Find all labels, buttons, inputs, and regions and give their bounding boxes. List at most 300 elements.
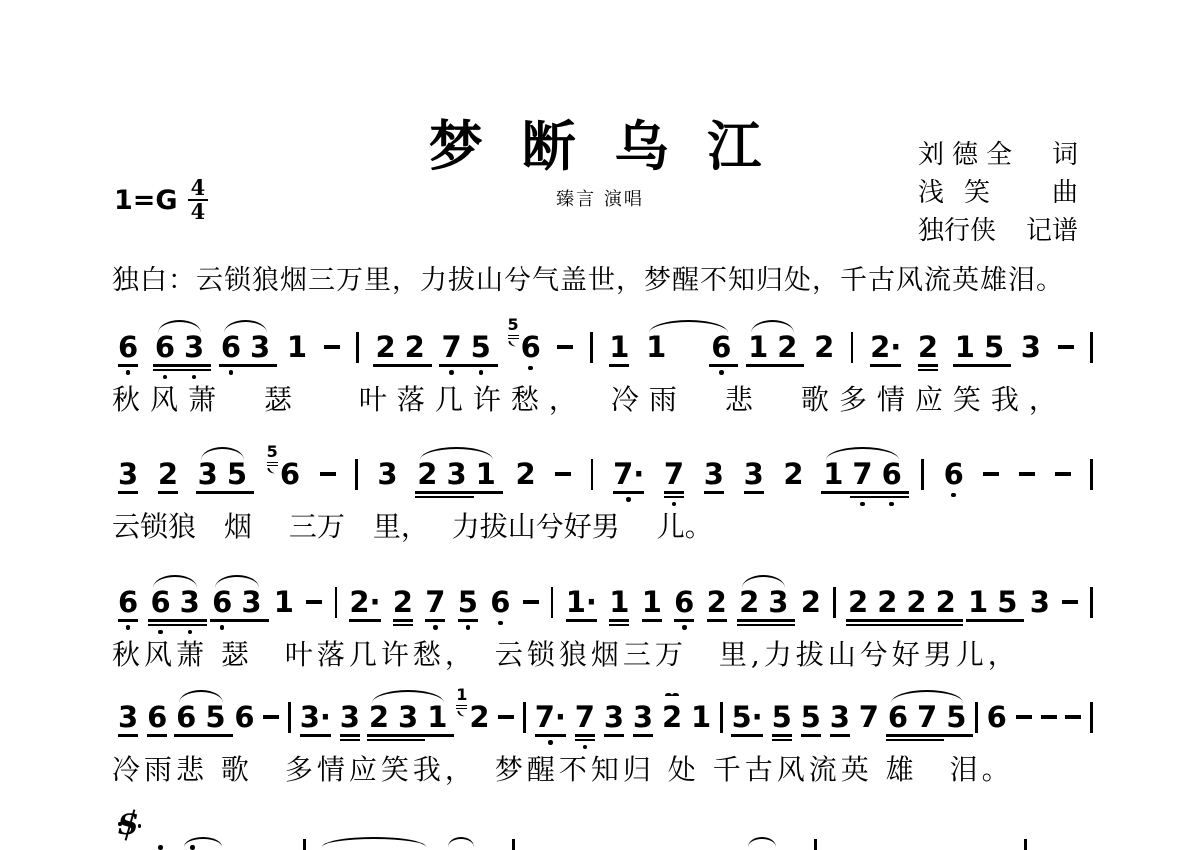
fragment-arc — [322, 837, 426, 847]
lyrics-line: 云锁狼 烟 三万 里， 力拔山兮好男 儿。 — [112, 510, 713, 543]
note-digit: 3 — [446, 457, 467, 491]
held-note-dash — [1019, 472, 1035, 476]
note-digit: 6 — [887, 700, 908, 734]
barline — [356, 332, 359, 363]
duration-underlines — [711, 362, 731, 367]
note — [158, 459, 178, 494]
music-system — [112, 685, 1093, 802]
note — [946, 702, 966, 737]
lyricist-name: 刘德全 — [918, 140, 1021, 170]
duration-underlines — [476, 489, 496, 494]
note — [852, 459, 872, 506]
note — [664, 459, 684, 506]
note-digit: 6 — [943, 457, 964, 491]
note — [398, 702, 418, 741]
note-digit: 1 — [954, 330, 975, 364]
time-signature — [188, 175, 209, 224]
note-digit: 2· — [870, 330, 902, 364]
note-digit: 3 — [241, 585, 262, 619]
note-digit: 2 — [469, 700, 490, 734]
note-digit: 1 — [427, 700, 448, 734]
note-group — [968, 587, 1017, 622]
music-system — [112, 442, 1093, 559]
note-digit: 6 — [881, 457, 902, 491]
note-digit: 5 — [771, 700, 792, 734]
note — [118, 587, 138, 630]
note-digit: 6 — [150, 585, 171, 619]
low-octave-dot — [860, 502, 865, 507]
duration-underlines — [997, 617, 1017, 622]
note — [944, 459, 964, 497]
note-digit: 2 — [404, 330, 425, 364]
note-digit: 7 — [917, 700, 938, 734]
note — [198, 459, 218, 494]
note-digit: 2 — [706, 585, 727, 619]
duration-underlines — [870, 362, 901, 367]
duration-underlines — [566, 617, 597, 622]
duration-underlines — [441, 362, 461, 367]
held-note-dash — [320, 472, 336, 476]
note — [801, 702, 821, 737]
note-digit: 6 — [520, 330, 541, 364]
note-digit: 3 — [829, 700, 850, 734]
note-digit: 6 — [118, 330, 139, 364]
note — [801, 587, 821, 617]
note — [888, 702, 908, 741]
barline — [1090, 587, 1093, 618]
duration-underlines — [739, 617, 759, 626]
note — [674, 587, 694, 630]
music-system — [112, 585, 1093, 687]
note — [906, 587, 926, 626]
low-octave-dot — [498, 621, 503, 626]
note-digit: 3 — [377, 457, 398, 491]
note-digit: 2 — [906, 585, 927, 619]
duration-underlines — [768, 617, 788, 626]
held-note-dash — [555, 472, 571, 476]
held-note-dash — [1058, 345, 1074, 349]
barline — [335, 587, 338, 618]
held-note-dash — [1062, 600, 1078, 604]
note-digit: 2 — [157, 457, 179, 491]
note-digit: 5 — [800, 700, 821, 734]
slurred-note-group — [823, 459, 902, 506]
note — [997, 587, 1017, 622]
slurred-note-group — [369, 702, 448, 741]
duration-underlines — [427, 732, 447, 737]
spoken-monologue-line: 独白：云锁狼烟三万里，力拔山兮气盖世，梦醒不知归处，千古风流英雄泪。 — [112, 265, 1064, 296]
note-digit: 6 — [234, 700, 255, 734]
grace-tie-icon — [457, 709, 467, 718]
note-digit: 5 — [997, 585, 1018, 619]
duration-underlines — [458, 617, 478, 622]
duration-underlines — [744, 489, 764, 494]
low-octave-dot — [528, 366, 533, 371]
note — [274, 587, 294, 617]
note — [150, 587, 170, 634]
duration-underlines — [609, 617, 629, 626]
duration-underlines — [250, 362, 270, 367]
note — [575, 702, 595, 749]
duration-underlines — [852, 489, 872, 498]
note-digit: 6 — [220, 330, 242, 364]
low-octave-dot — [433, 625, 438, 630]
note-digit: 7 — [441, 330, 462, 364]
note — [609, 332, 629, 367]
low-octave-dot — [719, 370, 724, 375]
fragment-bar — [512, 839, 515, 850]
performer-subtitle: 臻言 演唱 — [556, 189, 644, 210]
note-digit: 2 — [417, 457, 438, 491]
held-note-dash — [1055, 472, 1071, 476]
note — [870, 332, 901, 367]
note — [984, 332, 1004, 367]
slurred-note-group — [221, 332, 270, 375]
duration-underlines — [642, 617, 662, 622]
note — [704, 459, 724, 494]
note — [662, 702, 682, 732]
note — [642, 587, 662, 622]
duration-underlines — [118, 489, 138, 494]
barline — [523, 702, 526, 733]
note — [176, 702, 196, 737]
note — [566, 587, 597, 622]
note — [955, 332, 975, 367]
duration-underlines — [613, 489, 644, 494]
held-note-dash — [324, 345, 340, 349]
note — [848, 587, 868, 626]
note-digit: 2 — [935, 585, 956, 619]
time-signature-beats: 4 — [188, 178, 209, 201]
grace-note — [267, 444, 278, 474]
note — [221, 332, 241, 375]
note — [777, 332, 797, 367]
grace-note-digit: 5 — [507, 315, 519, 334]
note-digit: 1 — [286, 330, 308, 364]
duration-underlines — [398, 732, 418, 741]
duration-underlines — [205, 732, 225, 737]
credit-lyricist — [918, 136, 1078, 174]
note — [118, 459, 138, 494]
note-digit: 2 — [515, 457, 536, 491]
note — [155, 332, 175, 379]
note-digit: 3 — [768, 585, 789, 619]
note-digit: 7 — [858, 700, 879, 734]
note-digit: 1 — [646, 330, 667, 364]
note — [184, 332, 204, 379]
duration-underlines — [707, 617, 727, 622]
note-digit: 7 — [852, 457, 873, 491]
note-digit: 3 — [339, 700, 360, 734]
duration-underlines — [748, 362, 768, 367]
note — [515, 459, 535, 489]
grace-note-digit: 5 — [266, 442, 278, 461]
note-digit: 1 — [823, 457, 844, 491]
slurred-note-group — [198, 459, 247, 494]
note-digit: 3 — [398, 700, 419, 734]
duration-underlines — [604, 732, 624, 737]
note — [227, 459, 247, 494]
note-digit: 2 — [917, 330, 939, 364]
note-group — [955, 332, 1004, 367]
note — [469, 702, 489, 732]
transcriber-name: 独行侠 — [918, 216, 997, 246]
note — [490, 587, 510, 625]
note — [783, 459, 803, 489]
note-digit: 3 — [632, 700, 654, 734]
note-digit: 5· — [731, 700, 763, 734]
note-digit: 3 — [743, 457, 764, 491]
note — [180, 587, 200, 634]
held-note-dash — [1016, 715, 1032, 719]
note — [823, 459, 843, 494]
slurred-note-group — [176, 702, 225, 737]
note-digit: 5 — [470, 330, 491, 364]
grace-note — [456, 687, 467, 717]
note-digit: 6 — [674, 585, 695, 619]
note-digit: 2 — [375, 330, 396, 364]
duration-underlines — [147, 732, 167, 737]
note — [917, 702, 937, 741]
lyrics-line: 秋风萧 瑟 叶落几许愁， 冷雨 悲 歌多情应笑我， — [112, 383, 1067, 416]
note-digit: 7 — [574, 700, 595, 734]
note — [535, 702, 566, 745]
slurred-note-group — [646, 332, 731, 375]
note — [205, 702, 225, 737]
duration-underlines — [393, 617, 413, 626]
note-digit: 1 — [609, 330, 630, 364]
note — [471, 332, 491, 375]
duration-underlines — [405, 362, 425, 367]
note — [772, 702, 792, 741]
duration-underlines — [340, 732, 360, 741]
note — [425, 587, 445, 630]
lyrics-line: 冷雨悲 歌 多情应笑我， 梦醒不知归 处 千古风流英 雄 泪。 — [112, 753, 1014, 786]
low-octave-dot — [889, 502, 894, 507]
note-digit: 6 — [279, 457, 300, 491]
note — [147, 702, 167, 737]
note — [446, 459, 466, 498]
note-digit: 6 — [212, 585, 233, 619]
fragment-arc — [448, 837, 474, 847]
duration-underlines — [877, 617, 897, 626]
grace-note-group — [266, 442, 300, 491]
held-note-dash — [306, 600, 322, 604]
note-digit: 3 — [184, 330, 205, 364]
note-digit: 2 — [739, 585, 760, 619]
duration-underlines — [118, 362, 138, 367]
note-digit: 1· — [565, 585, 597, 619]
note-digit: 6 — [986, 700, 1007, 734]
note-digit: 3 — [250, 330, 271, 364]
duration-underlines — [848, 617, 868, 626]
note-digit: 6 — [154, 330, 176, 364]
note-digit: 2· — [349, 585, 381, 619]
note-digit: 7 — [425, 585, 446, 619]
note-digit: 2 — [800, 585, 821, 619]
note-digit: 1 — [641, 585, 662, 619]
notation-row — [118, 315, 1093, 379]
note — [476, 459, 496, 494]
note — [731, 702, 762, 737]
note — [300, 702, 331, 737]
held-note-dash — [263, 715, 279, 719]
note — [748, 332, 768, 367]
note — [280, 459, 300, 489]
barline — [833, 587, 836, 618]
duration-underlines — [984, 362, 1004, 367]
lyrics-line: 秋风萧 瑟 叶落几许愁， 云锁狼烟三万 里,力拔山兮好男儿， — [112, 638, 1020, 671]
held-note-dash — [1041, 715, 1057, 719]
low-octave-dot — [466, 625, 471, 630]
note — [212, 587, 232, 630]
cutoff-system-fragments — [0, 836, 1200, 850]
key-signature: 1=G — [114, 184, 178, 216]
duration-underlines — [184, 362, 204, 371]
slurred-note-group — [739, 587, 788, 626]
slurred-note-group — [155, 332, 204, 379]
note-digit: 1 — [609, 585, 630, 619]
note-digit: 3 — [118, 457, 139, 491]
fragment-bar — [1024, 839, 1027, 850]
fragment-arc — [184, 837, 222, 847]
note — [830, 702, 850, 737]
duration-underlines — [446, 489, 466, 498]
note — [377, 459, 397, 489]
note — [707, 587, 727, 622]
note-digit: 3 — [703, 457, 724, 491]
duration-underlines — [369, 732, 389, 741]
duration-underlines — [535, 732, 566, 737]
duration-underlines — [471, 362, 491, 367]
duration-underlines — [801, 732, 821, 737]
grace-tie-icon — [267, 466, 277, 475]
held-note-dash — [557, 345, 573, 349]
note — [609, 587, 629, 626]
duration-underlines — [221, 362, 241, 367]
grace-note-digit: 1 — [456, 685, 468, 704]
barline — [355, 459, 358, 490]
song-title: 梦 断 乌 江 — [428, 114, 772, 178]
note-digit: 6 — [176, 700, 197, 734]
note — [882, 459, 902, 506]
note-digit: 1 — [475, 457, 496, 491]
time-signature-unit: 4 — [190, 199, 206, 224]
note-digit: 2 — [661, 700, 683, 734]
note-digit: 2 — [368, 700, 390, 734]
note-digit: 6 — [490, 585, 511, 619]
note-digit: 1 — [691, 700, 712, 734]
duration-underlines — [664, 489, 684, 498]
note-digit: 1 — [968, 585, 989, 619]
note-group — [375, 332, 424, 367]
duration-underlines — [180, 617, 200, 626]
duration-underlines — [241, 617, 261, 622]
duration-underlines — [674, 617, 694, 622]
note — [646, 332, 666, 362]
barline — [921, 459, 924, 490]
slurred-note-group — [888, 702, 967, 741]
duration-underlines — [731, 732, 762, 737]
duration-underlines — [198, 489, 218, 494]
note — [711, 332, 731, 375]
note — [604, 702, 624, 737]
low-octave-dot — [126, 370, 131, 375]
note-digit: 5 — [226, 457, 248, 491]
note — [234, 702, 254, 732]
note — [441, 332, 461, 375]
barline — [851, 332, 854, 363]
notation-row — [118, 442, 1093, 506]
barline — [1090, 459, 1093, 490]
notation-row — [118, 685, 1093, 749]
note — [918, 332, 938, 371]
note-digit: 3 — [197, 457, 218, 491]
note-digit: 3 — [603, 700, 625, 734]
held-note-dash — [1065, 715, 1081, 719]
note — [393, 587, 413, 626]
note — [118, 702, 138, 737]
note-digit: 7· — [613, 457, 645, 491]
composer-name: 浅笑 — [918, 178, 1011, 208]
duration-underlines — [906, 617, 926, 626]
duration-underlines — [918, 362, 938, 371]
duration-underlines — [777, 362, 797, 367]
duration-underlines — [830, 732, 850, 737]
note — [340, 702, 360, 741]
note — [1030, 587, 1050, 617]
barline — [975, 702, 978, 733]
grace-note-group — [456, 685, 490, 734]
low-octave-dot — [548, 740, 553, 745]
slurred-note-group — [417, 459, 496, 498]
duration-underlines — [823, 489, 843, 494]
low-octave-dot — [626, 497, 631, 502]
duration-underlines — [955, 362, 975, 367]
note — [987, 702, 1007, 732]
note-group — [441, 332, 490, 375]
note — [241, 587, 261, 622]
duration-underlines — [375, 362, 395, 367]
note — [375, 332, 395, 367]
barline — [591, 459, 594, 490]
note-digit: 6 — [147, 700, 168, 734]
note — [691, 702, 711, 732]
note-digit: 1 — [273, 585, 294, 619]
duration-underlines — [633, 732, 653, 737]
note — [250, 332, 270, 367]
duration-underlines — [150, 617, 170, 626]
note-digit: 6 — [118, 585, 139, 619]
grace-note-group — [507, 315, 541, 370]
slurred-note-group — [212, 587, 261, 630]
duration-underlines — [425, 617, 445, 622]
barline — [551, 587, 554, 618]
note-digit: 1 — [748, 330, 769, 364]
note — [427, 702, 447, 737]
note-digit: 3 — [1029, 585, 1050, 619]
note — [877, 587, 897, 626]
barline — [590, 332, 593, 363]
low-octave-dot — [449, 370, 454, 375]
duration-underlines — [946, 732, 966, 737]
credit-transcriber — [918, 212, 1078, 250]
note-digit: 2 — [777, 330, 798, 364]
held-note-dash — [983, 472, 999, 476]
note-digit: 2 — [877, 585, 898, 619]
note-digit: 3 — [118, 700, 139, 734]
low-octave-dot — [229, 370, 234, 375]
